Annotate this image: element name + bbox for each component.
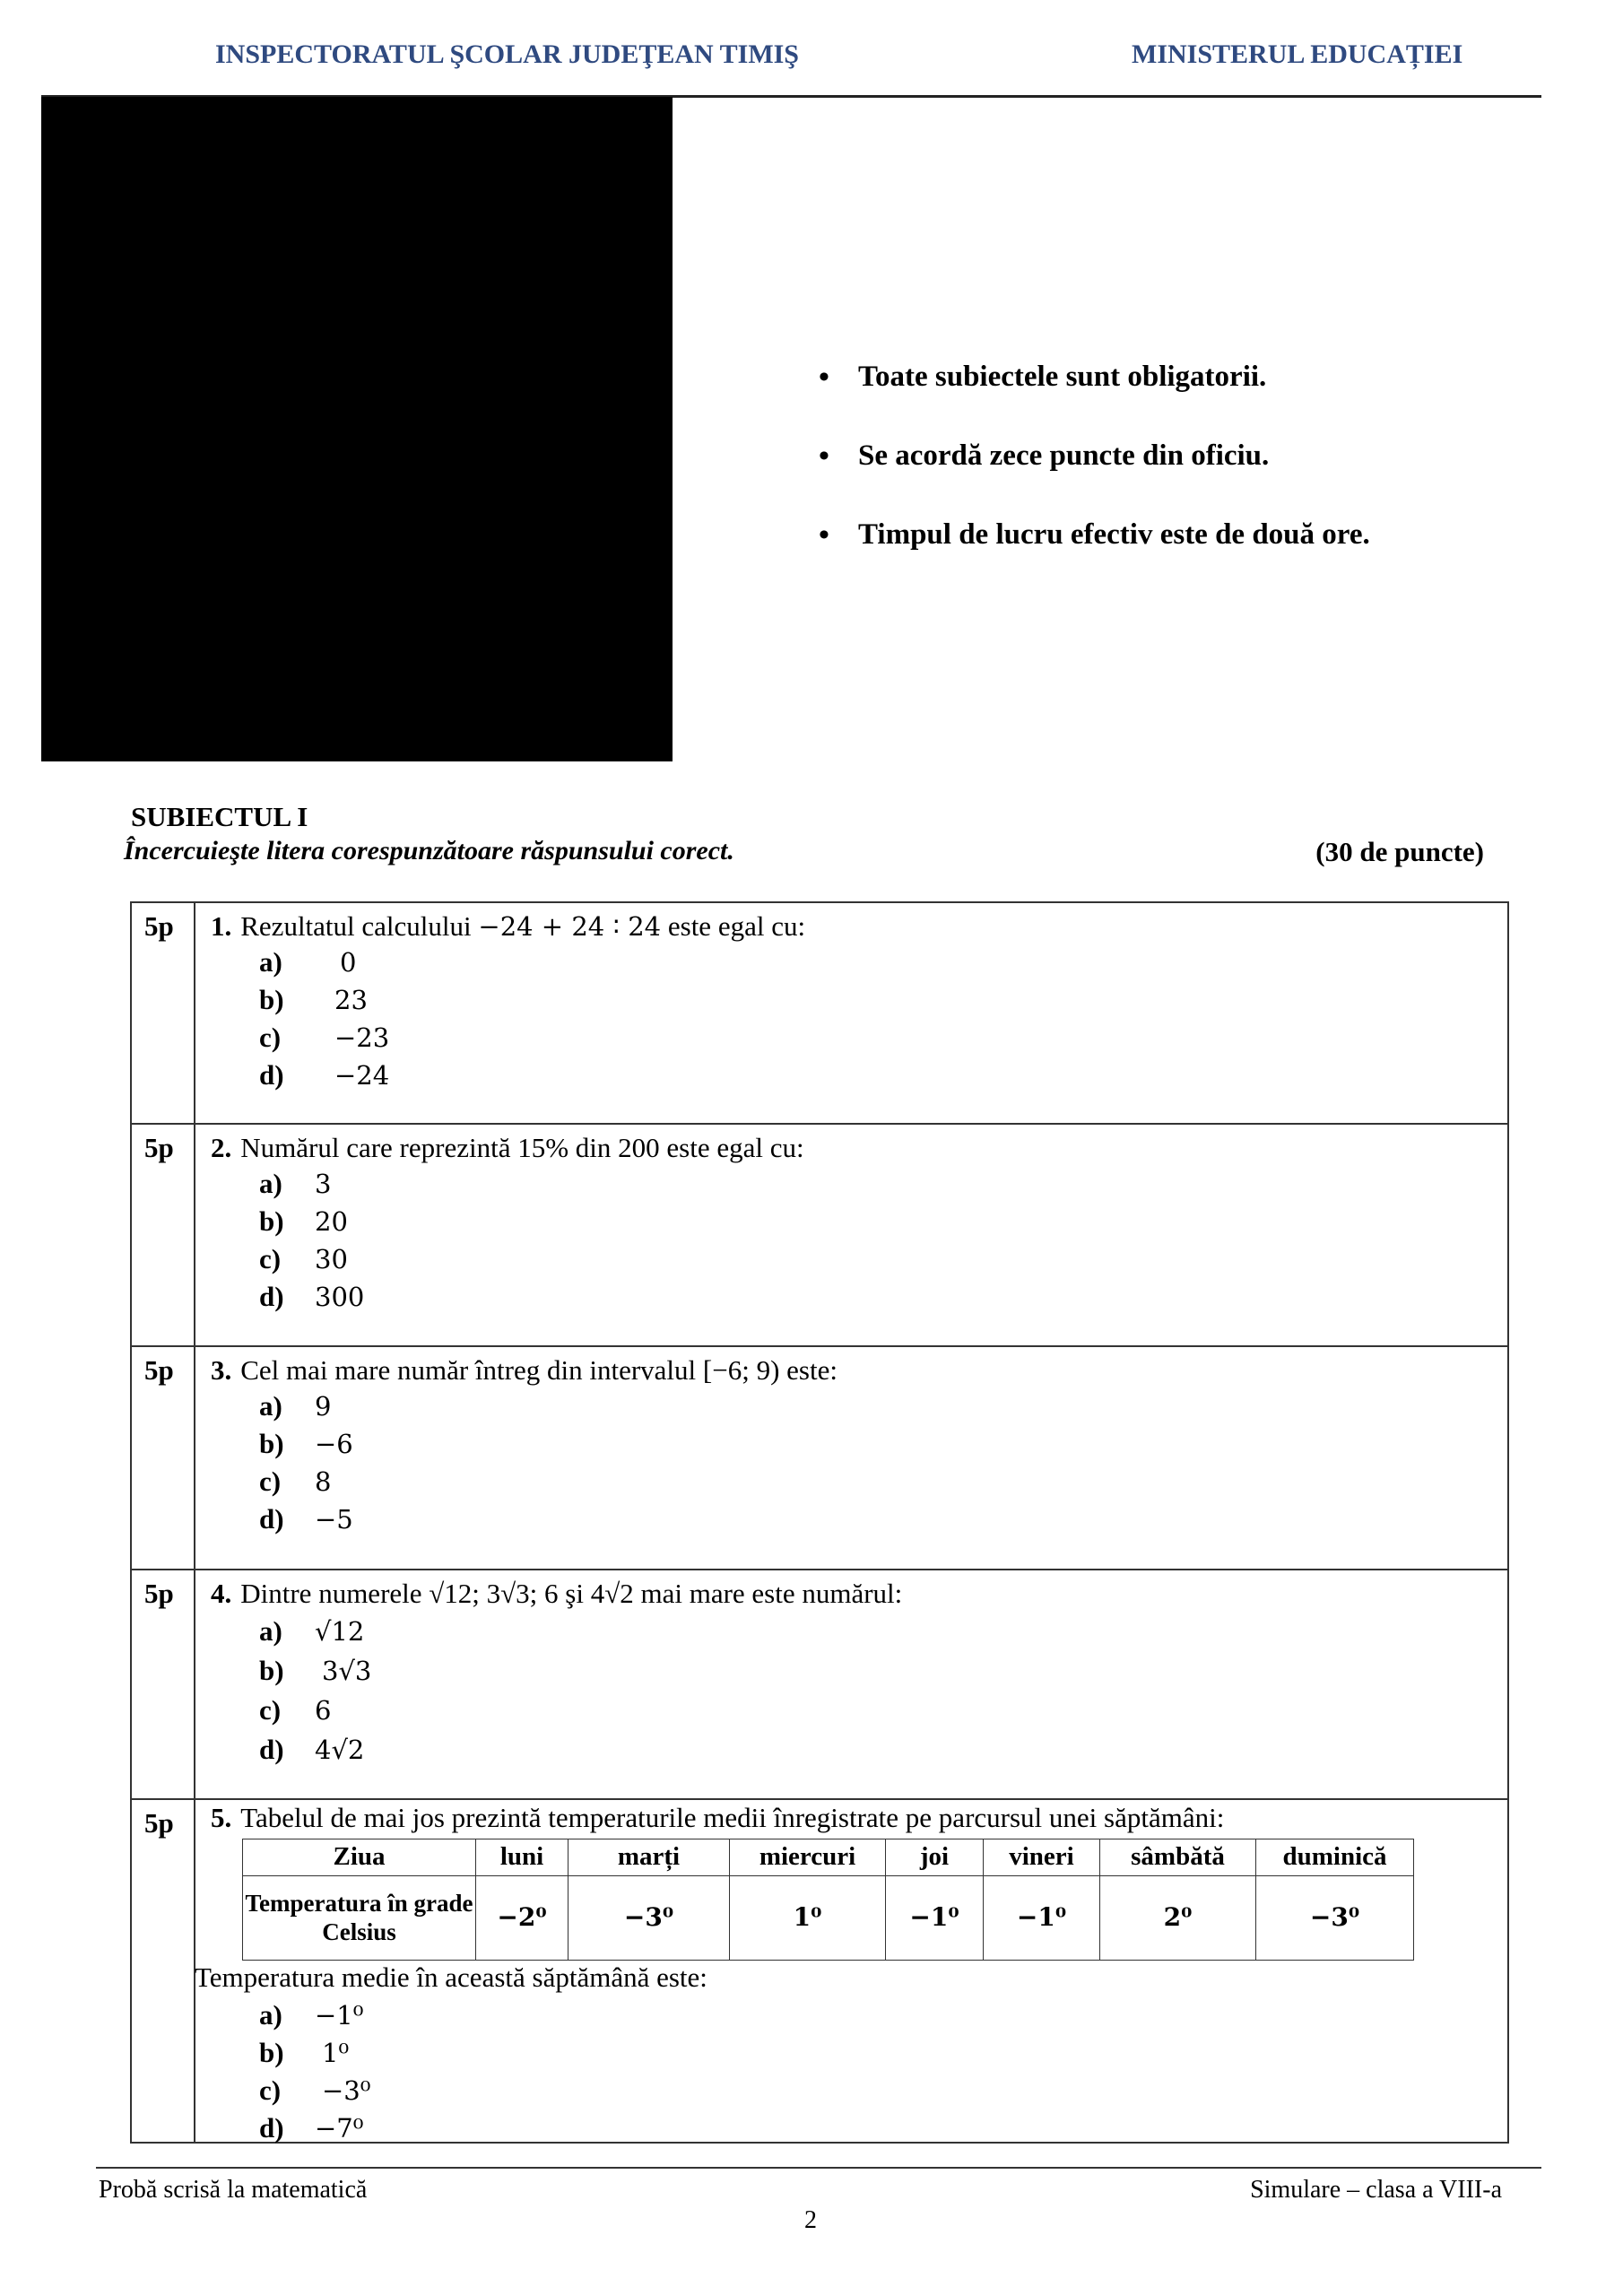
option-a[interactable]: a) √12	[259, 1615, 365, 1647]
question-followup: Temperatura medie în această săptămână este:	[195, 1961, 707, 1993]
option-b[interactable]: b) 3√3	[259, 1655, 372, 1686]
question-3	[132, 1345, 1507, 1535]
question-text: 2. Numărul care reprezintă 15% din 200 este egal cu:	[211, 1132, 804, 1163]
option-c[interactable]: c) −3⁰	[259, 2074, 371, 2106]
page-number: 2	[804, 2206, 817, 2234]
temp-value: −3⁰	[1256, 1876, 1414, 1961]
question-text: 3. Cel mai mare număr întreg din intervalul [−6; 9) este:	[211, 1354, 838, 1386]
day-joi: joi	[886, 1839, 984, 1876]
temp-value: −1⁰	[984, 1876, 1100, 1961]
section-instruction: Încercuieşte litera corespunzătoare răspunsului corect.	[124, 836, 734, 865]
day-sâmbătă: sâmbătă	[1100, 1839, 1256, 1876]
option-c[interactable]: c) 30	[259, 1243, 348, 1274]
footer-left: Probă scrisă la matematică	[99, 2176, 368, 2204]
day-marți: marți	[568, 1839, 730, 1876]
points: 5p	[144, 1354, 174, 1386]
column-divider	[194, 903, 195, 2142]
day-duminică: duminică	[1256, 1839, 1414, 1876]
option-d[interactable]: d) −7⁰	[259, 2112, 364, 2144]
option-a[interactable]: a) 3	[259, 1168, 332, 1199]
options	[259, 946, 389, 1097]
option-b[interactable]: b) 20	[259, 1205, 348, 1237]
option-b[interactable]: b) 23	[259, 984, 368, 1015]
option-d[interactable]: d) −24	[259, 1059, 390, 1091]
option-b[interactable]: b) −6	[259, 1428, 353, 1459]
option-d[interactable]: d) 300	[259, 1281, 365, 1312]
day-miercuri: miercuri	[730, 1839, 886, 1876]
points: 5p	[144, 1807, 174, 1839]
option-b[interactable]: b) 1⁰	[259, 2037, 350, 2068]
header-ministry: MINISTERUL EDUCAȚIEI	[1132, 39, 1463, 69]
temp-value: 2⁰	[1100, 1876, 1256, 1961]
option-c[interactable]: c) 8	[259, 1465, 332, 1497]
footer-right: Simulare – clasa a VIII-a	[1250, 2176, 1502, 2204]
redacted-block	[41, 97, 673, 761]
options	[259, 1390, 353, 1541]
temperature-table	[242, 1839, 1414, 1961]
day-vineri: vineri	[984, 1839, 1100, 1876]
day-luni: luni	[476, 1839, 568, 1876]
section-points: (30 de puncte)	[1315, 836, 1484, 867]
option-c[interactable]: c) 6	[259, 1694, 332, 1726]
row-header: Ziua	[243, 1839, 476, 1876]
question-4	[132, 1569, 1507, 1765]
header-inspectorate: INSPECTORATUL ŞCOLAR JUDEŢEAN TIMIŞ	[215, 39, 799, 69]
instruction-3: • Timpul de lucru efectiv este de două ore.	[820, 518, 1370, 552]
question-text: 1. Rezultatul calculului −24 + 24 ∶ 24 este egal cu:	[211, 910, 806, 942]
temp-value: −2⁰	[476, 1876, 568, 1961]
option-a[interactable]: a) 0	[259, 946, 357, 978]
option-a[interactable]: a) −1⁰	[259, 1999, 364, 2031]
instruction-1: • Toate subiectele sunt obligatorii.	[820, 361, 1266, 394]
points: 5p	[144, 910, 174, 942]
options	[259, 1168, 364, 1318]
points: 5p	[144, 1578, 174, 1609]
section-title: SUBIECTUL I	[131, 801, 308, 832]
temp-value: −3⁰	[568, 1876, 730, 1961]
option-d[interactable]: d) 4√2	[259, 1734, 365, 1765]
temp-value: −1⁰	[886, 1876, 984, 1961]
options	[259, 1999, 370, 2150]
temperature-grid	[242, 1839, 1414, 1961]
value-header: Temperatura în grade Celsius	[243, 1876, 476, 1961]
question-text: 4. Dintre numerele √12; 3√3; 6 şi 4√2 mai mare este numărul:	[211, 1578, 903, 1609]
question-2	[132, 1123, 1507, 1312]
option-a[interactable]: a) 9	[259, 1390, 332, 1422]
question-text: 5. Tabelul de mai jos prezintă temperaturile medii înregistrate pe parcursul unei săptămâni:	[211, 1802, 1225, 1833]
footer-rule	[96, 2167, 1541, 2169]
option-d[interactable]: d) −5	[259, 1503, 353, 1535]
instruction-2: • Se acordă zece puncte din oficiu.	[820, 439, 1269, 473]
temp-value: 1⁰	[730, 1876, 886, 1961]
option-c[interactable]: c) −23	[259, 1022, 390, 1053]
points: 5p	[144, 1132, 174, 1163]
options	[259, 1615, 371, 1773]
